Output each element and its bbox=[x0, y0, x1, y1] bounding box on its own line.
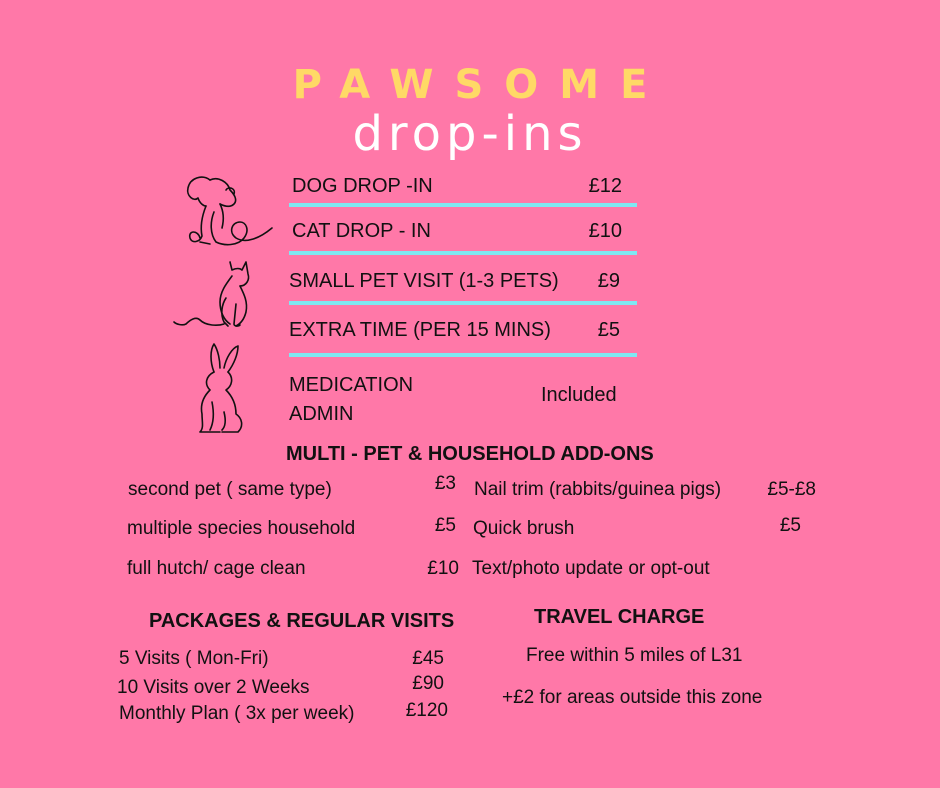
addons-heading: MULTI - PET & HOUSEHOLD ADD-ONS bbox=[286, 443, 654, 465]
service-name-medication-line2: ADMIN bbox=[289, 403, 354, 425]
package-price: £90 bbox=[412, 673, 444, 694]
addon-name: Nail trim (rabbits/guinea pigs) bbox=[474, 479, 722, 500]
package-price: £120 bbox=[405, 700, 448, 721]
addon-price: £3 bbox=[434, 473, 456, 494]
addon-name: second pet ( same type) bbox=[128, 479, 332, 500]
addon-name: Text/photo update or opt-out bbox=[472, 558, 710, 579]
divider bbox=[289, 251, 637, 255]
package-name: Monthly Plan ( 3x per week) bbox=[119, 703, 355, 724]
dog-outline-icon bbox=[180, 172, 275, 252]
rabbit-outline-icon bbox=[192, 342, 248, 436]
package-price: £45 bbox=[412, 648, 444, 669]
brand-title: PAWSOME bbox=[292, 62, 669, 108]
service-name-cat: CAT DROP - IN bbox=[292, 220, 431, 242]
cat-outline-icon bbox=[170, 258, 255, 333]
travel-line-surcharge: +£2 for areas outside this zone bbox=[502, 687, 763, 708]
service-price-extra-time: £5 bbox=[597, 319, 620, 341]
service-price-medication: Included bbox=[541, 384, 617, 406]
addon-name: full hutch/ cage clean bbox=[127, 558, 306, 579]
travel-line-free: Free within 5 miles of L31 bbox=[526, 645, 743, 666]
travel-heading: TRAVEL CHARGE bbox=[534, 606, 705, 628]
addon-price: £5-£8 bbox=[767, 479, 816, 500]
divider bbox=[289, 203, 637, 207]
package-name: 10 Visits over 2 Weeks bbox=[117, 677, 310, 698]
addon-price: £5 bbox=[434, 515, 456, 536]
divider bbox=[289, 353, 637, 357]
service-name-small-pet: SMALL PET VISIT (1-3 PETS) bbox=[289, 270, 559, 292]
service-name-extra-time: EXTRA TIME (PER 15 MINS) bbox=[289, 319, 551, 341]
service-name-medication-line1: MEDICATION bbox=[289, 374, 414, 396]
divider bbox=[289, 301, 637, 305]
package-name: 5 Visits ( Mon-Fri) bbox=[119, 648, 269, 669]
service-price-small-pet: £9 bbox=[597, 270, 620, 292]
service-name-dog: DOG DROP -IN bbox=[292, 175, 433, 197]
packages-heading: PACKAGES & REGULAR VISITS bbox=[149, 610, 455, 632]
service-price-cat: £10 bbox=[588, 220, 622, 242]
addon-price: £10 bbox=[427, 558, 459, 579]
page-subtitle: drop-ins bbox=[352, 106, 588, 162]
service-price-dog: £12 bbox=[588, 175, 622, 197]
addon-price: £5 bbox=[779, 515, 801, 536]
addon-name: Quick brush bbox=[473, 518, 575, 539]
addon-name: multiple species household bbox=[127, 518, 356, 539]
